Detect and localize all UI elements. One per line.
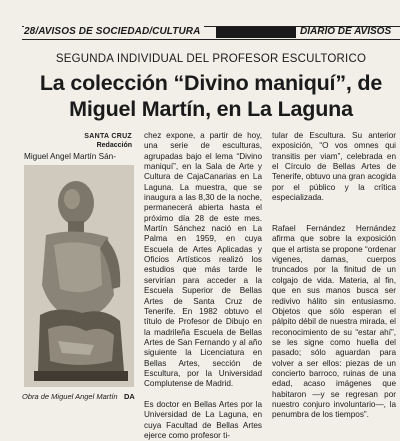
newspaper-name: DIARIO DE AVISOS	[300, 26, 392, 37]
sculpture-photo	[24, 165, 134, 387]
dateline: SANTA CRUZ	[84, 133, 132, 140]
article-headline: La colección “Divino maniquí”, de Miguel Martín, en La Laguna	[39, 71, 383, 121]
photo-caption: Obra de Miguel Angel Martín	[22, 392, 118, 401]
photo-credit: DA	[124, 392, 135, 401]
article-column-3: tular de Escultura. Su anterior exposición, “O vos omnes qui transitis per viam”, celebrada en el Círculo de Bellas Artes de Tenerife, obtuvo una gran acogida por el público y la crítica especializada. Rafael Fernández Hernández afirma que sobre la exposición que el artista se propone “ordenar vigenes, damas, cuerpos truncados por la finitud de un colgajo de vida. Materia, al fin, que en sus manos busca ser redivivo hálito sin entusiasmo. Objetos que sólo esperan el pálpito débil de nuestra mirada, el reconocimiento de su “estar ahí”, se les signe como huella del pasado; sólo aguardan para volver a ser ellos: piezas de un concierto barroco, ruinas de una edad, acaso imágenes que habitaron —y se regresan por nuestro conjuro involuntario—, la penumbra de los tiempos”.	[272, 131, 396, 420]
byline: Redacción	[96, 142, 132, 149]
header-black-bar	[216, 27, 296, 38]
article-column-1: Miguel Angel Martín Sán-	[24, 152, 116, 161]
article-column-2: chez expone, a partir de hoy, una serie de esculturas, agrupadas bajo el lema “Divino maniquí”, en la Sala de Arte y Cultura de CajaCanarias en La Laguna. La muestra, que se inaugura a las 8,30 de la noche, permanecerá abierta hasta el próximo día 28 de este mes. Martín Sánchez nació en La Palma en 1959, en cuya Escuela de Artes Aplicadas y Oficios Artísticos realizó los estudios que más tarde le servirían para acceder a la Escuela Superior de Bellas Artes de Santa Cruz de Tenerife. En 1982 obtuvo el título de Profesor de Dibujo en la madrileña Escuela de Bellas Artes de San Fernando y al año siguiente la Licenciatura en Bellas Artes, sección de Escultura, por la Universidad Complutense de Madrid. Es doctor en Bellas Artes por la Universidad de La Laguna, en cuya Facultad de Bellas Artes ejerce como profesor ti-	[144, 131, 262, 440]
article-subtitle: SEGUNDA INDIVIDUAL DEL PROFESOR ESCULTORICO	[55, 53, 367, 65]
section-label: 28/AVISOS DE SOCIEDAD/CULTURA	[24, 26, 204, 38]
